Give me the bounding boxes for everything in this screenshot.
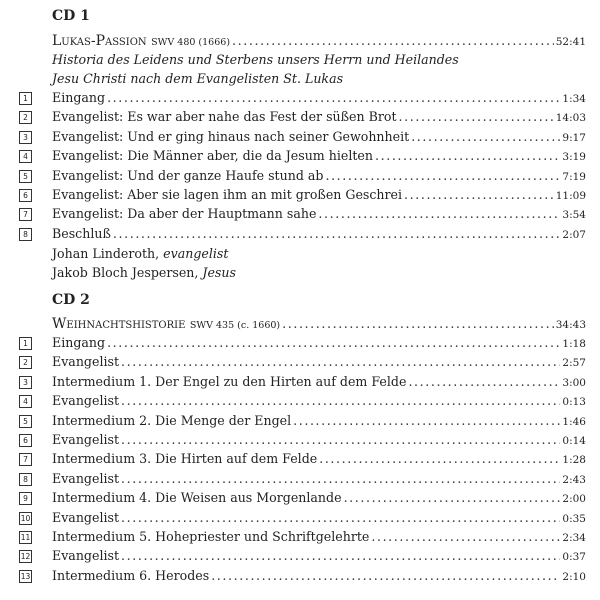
dot-leader [404,185,554,204]
dot-leader [121,430,560,449]
track-number: 9 [19,492,32,505]
dot-leader [121,391,560,410]
work-catalog: SWV 435 (c. 1660) [189,320,281,331]
track-row [52,224,586,243]
track-title: Evangelist: Aber sie lagen ihm an mit großen Geschrei [52,187,403,202]
work-title: Weihnachtshistorie [52,316,186,332]
track-row [52,449,586,468]
track-number: 5 [19,415,32,428]
track-number: 13 [20,571,31,581]
track-time: 7:19 [562,170,586,183]
track-time: 14:03 [555,112,586,125]
track-number: 1 [19,337,32,350]
track-number: 2 [19,111,32,124]
track-number: 2 [19,356,32,369]
performer-role: Jesus [202,265,236,280]
track-time: 2:00 [562,493,586,506]
track-row [52,391,586,410]
dot-leader [113,224,561,243]
track-time: 9:17 [562,131,586,144]
dot-leader [121,546,560,565]
track-time: 2:34 [562,532,586,544]
dot-leader [371,527,560,546]
track-time: 0:35 [562,512,586,525]
work-title: Lukas-Passion [52,33,147,49]
track-title: Intermedium 3. Die Hirten auf dem Felde [52,451,318,467]
track-row [52,372,586,391]
track-number: 5 [19,170,32,183]
cd1-subtitle-2: Jesu Christi nach dem Evangelisten St. Lukas [52,71,344,86]
performer [52,263,586,282]
track-time: 2:43 [562,473,586,486]
track-row [52,469,586,488]
dot-leader [293,411,560,430]
track-row [52,146,586,165]
track-time: 3:54 [562,209,586,222]
performer-name: Johan Linderoth, [52,246,164,261]
track-row [52,546,586,565]
track-row [52,430,586,449]
dot-leader [411,127,560,146]
track-row [52,488,586,507]
track-row [52,352,586,371]
dot-leader [211,566,560,585]
dot-leader [121,352,560,371]
track-number: 3 [19,131,32,144]
track-number: 6 [19,434,32,447]
cd1-work-title [52,31,586,50]
track-number: 10 [20,513,31,523]
track-time: 11:09 [555,190,586,202]
track-number: 3 [19,376,32,389]
track-title: Evangelist [52,509,120,525]
dot-leader [121,469,560,488]
track-title: Evangelist: Und er ging hinaus nach seiner Gewohnheit [52,128,410,144]
performer-name: Jakob Bloch Jespersen, [52,265,203,280]
track-title: Intermedium 1. Der Engel zu den Hirten auf dem Felde [52,373,407,389]
track-title: Intermedium 4. Die Weisen aus Morgenlande [52,490,342,506]
track-row [52,411,586,430]
track-time: 1:34 [562,93,586,105]
cd1-subtitle-1: Historia des Leidens und Sterbens unsers Herrn und Heilandes [52,52,459,67]
cd2-work-title [52,314,586,333]
dot-leader [107,333,560,352]
dot-leader [399,107,554,126]
track-time: 2:57 [562,357,586,370]
cd1-heading: CD 1 [52,8,90,24]
track-row [52,185,586,204]
track-title: Evangelist [52,354,120,370]
track-title: Evangelist [52,548,120,564]
track-time: 1:46 [562,415,586,428]
work-catalog: SWV 480 (1666) [151,37,231,48]
track-title: Evangelist [52,393,120,409]
track-row [52,527,586,546]
track-time: 1:28 [562,454,586,467]
work-duration: 52:41 [555,36,586,48]
dot-leader [325,166,560,185]
dot-leader [318,204,560,223]
dot-leader [375,146,560,165]
track-number: 4 [19,150,32,163]
track-number: 4 [19,395,32,408]
track-title: Evangelist [52,470,120,486]
performer-role: evangelist [163,246,229,261]
track-number: 1 [19,92,32,105]
track-title: Eingang [52,335,106,350]
track-title: Intermedium 5. Hohepriester und Schriftgelehrte [52,529,370,544]
dot-leader [408,372,560,391]
track-row [52,508,586,527]
dot-leader [319,449,560,468]
track-time: 0:13 [562,396,586,409]
track-time: 0:14 [562,435,586,447]
track-row [52,107,586,126]
track-title: Eingang [52,90,106,105]
track-number: 8 [19,228,32,241]
dot-leader [282,314,554,333]
track-row [52,566,586,585]
performer [52,244,586,263]
track-time: 3:00 [562,376,586,389]
work-duration: 34:43 [555,319,586,331]
dot-leader [121,508,560,527]
track-time: 3:19 [562,151,586,164]
track-time: 0:37 [562,551,586,564]
dot-leader [107,88,560,107]
dot-leader [344,488,561,507]
track-title: Evangelist: Und der ganze Haufe stund ab [52,167,324,183]
track-row [52,127,586,146]
track-time: 2:07 [562,228,586,241]
track-time: 1:18 [562,338,586,350]
track-title: Beschluß [52,225,111,241]
track-title: Evangelist: Da aber der Hauptmann sahe [52,206,317,222]
track-number: 7 [19,453,32,466]
track-number: 8 [19,473,32,486]
track-title: Evangelist: Die Männer aber, die da Jesum hielten [52,148,373,164]
track-row [52,88,586,107]
track-number: 11 [20,533,31,542]
track-title: Evangelist [52,432,120,447]
track-number: 6 [19,189,32,202]
track-time: 2:10 [562,570,586,583]
track-number: 7 [19,208,32,221]
track-title: Evangelist: Es war aber nahe das Fest der süßen Brot [52,109,397,125]
track-title: Intermedium 6. Herodes [52,567,210,583]
track-row [52,333,586,352]
track-title: Intermedium 2. Die Menge der Engel [52,412,292,428]
cd2-heading: CD 2 [52,292,90,308]
track-row [52,204,586,223]
track-number: 12 [20,552,31,562]
track-row [52,166,586,185]
dot-leader [232,31,554,50]
